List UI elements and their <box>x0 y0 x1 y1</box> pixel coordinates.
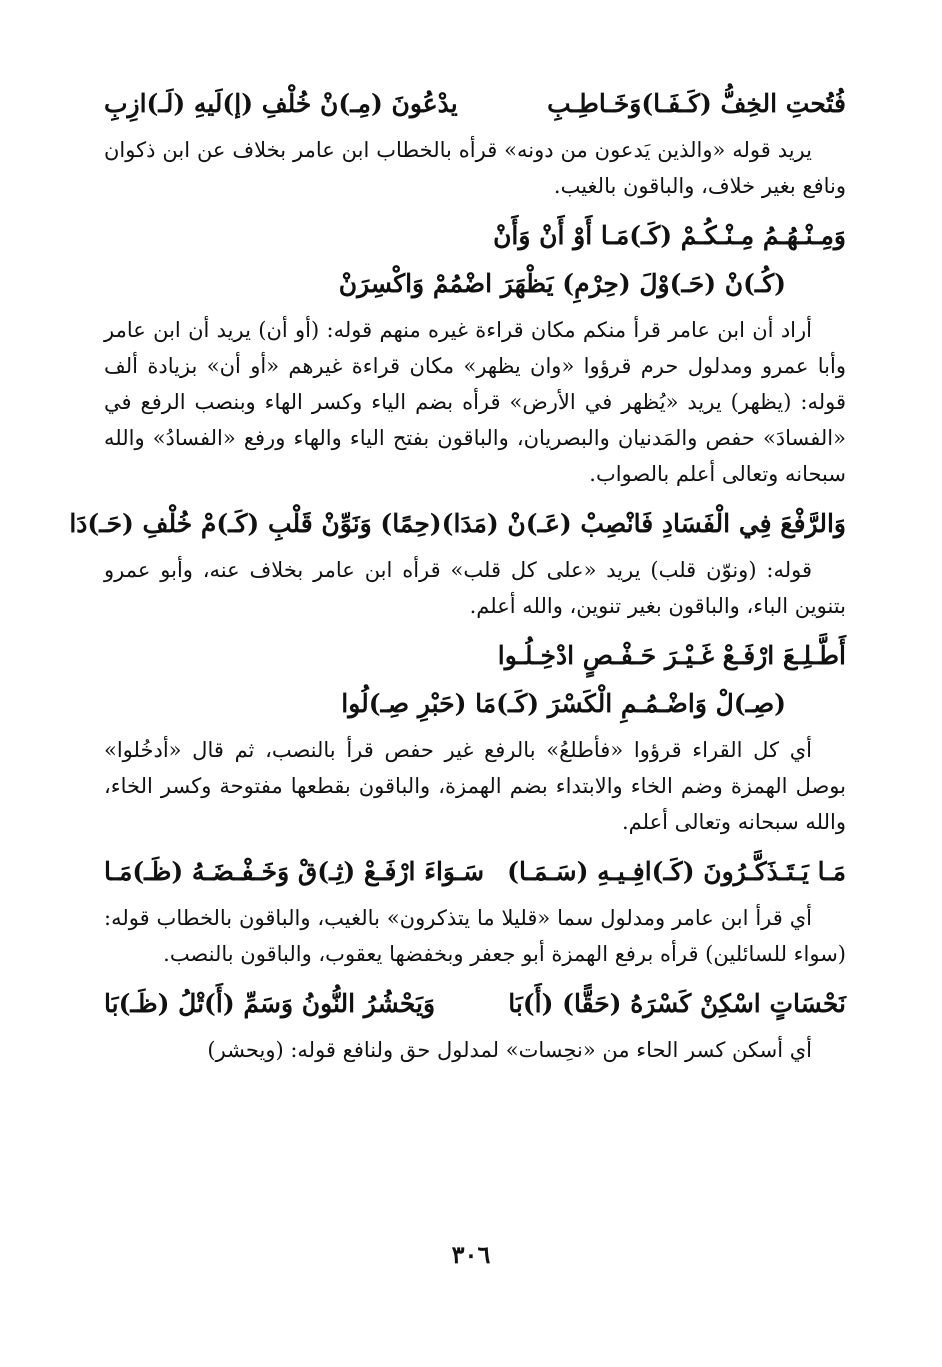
verse-block-2 <box>104 216 846 492</box>
commentary-text: يريد قوله «والذين يَدعون من دونه» قرأه بالخطاب ابن عامر بخلاف عن ابن ذكوان ونافع بغير خلاف، والباقون بالغيب. <box>104 138 846 198</box>
commentary-paragraph <box>104 732 846 840</box>
verse-right-hemistich: نَحْسَاتٍ اسْكِنْ كَسْرَهُ (حَقًّا) (أَ)بَا <box>508 989 846 1018</box>
verse-left-hemistich: (كُـ)نْ (حَـ)وْلَ (حِرْمِ) يَظْهَرَ اضْمُمْ وَاكْسِرَنْ <box>338 269 786 298</box>
verse-left-hemistich: سَـوَاءَ ارْفَـعْ (ثِـ)قْ وَخَـفْـضَـهُ (ظَـ)مَـا <box>104 857 485 886</box>
verse-line <box>104 684 846 724</box>
commentary-text: أي كل القراء قرؤوا «فأطلعُ» بالرفع غير حفص قرأ بالنصب، ثم قال «أدخُلوا» بوصل الهمزة وضم الخاء والابتداء بضم الهمزة، والباقون بقطعها مفتوحة وكسر الخاء، والله سبحانه وتعالى أعلم. <box>104 738 846 834</box>
verse-line <box>104 264 846 304</box>
verse-right-hemistich: فُتُحتِ الخِفُّ (كَـفَـا)وَخَـاطِـبِ <box>547 89 846 118</box>
commentary-text: أي قرأ ابن عامر ومدلول سما «قليلا ما يتذكرون» بالغيب، والباقون بالخطاب قوله: (سواء للسائلين) قرأه برفع الهمزة أبو جعفر وبخفضها يعقوب، والباقون بالنصب. <box>104 906 846 966</box>
verse-block-4 <box>104 636 846 840</box>
verse-line <box>69 504 846 544</box>
verse-right-hemistich: أَطَّـلِـعَ ارْفَـعْ غَـيْـرَ حَـفْـصٍ ادْخِـلُـوا <box>497 641 846 670</box>
verse-right-hemistich: مَـا يَـتَـذَكَّـرُونَ (كَـ)افِـيـهِ (سَـمَـا) <box>507 857 846 886</box>
verse-right-hemistich: وَمِـنْـهُـمُ مِـنْـكُـمْ (كَـ)مَـا أَوْ أَنْ وَأَنْ <box>493 221 846 250</box>
verse-line <box>104 84 846 124</box>
page-number: ٣٠٦ <box>451 1240 491 1269</box>
verse-left-hemistich: وَيَحْشُرُ النُّونُ وَسَمِّ (أَ)تْلُ (ظَـ)بَا <box>104 989 436 1018</box>
commentary-text: قوله: (ونوّن قلب) يريد «على كل قلب» قرأه ابن عامر بخلاف عنه، وأبو عمرو بتنوين الباء، والباقون بغير تنوين، والله أعلم. <box>104 558 846 618</box>
verse-block-3 <box>69 504 846 624</box>
verse-line <box>104 984 846 1024</box>
commentary-paragraph <box>104 552 846 624</box>
commentary-paragraph <box>104 900 846 972</box>
commentary-paragraph <box>104 132 846 204</box>
verse-line <box>104 852 846 892</box>
commentary-text: أراد أن ابن عامر قرأ منكم مكان قراءة غيره منهم قوله: (أو أن) يريد أن ابن عامر وأبا عمرو ومدلول حرم قرؤوا «وان يظهر» مكان قراءة غيرهم «أو أن» بزيادة ألف قوله: (يظهر) يريد «يُظهر في الأرض» قرأه بضم الياء وكسر الهاء وبنصب الرفع في «الفسادَ» حفص والمَدنيان والبصريان، والباقون بفتح الياء والهاء ورفع «الفسادُ» والله سبحانه وتعالى أعلم بالصواب. <box>104 318 846 486</box>
commentary-paragraph <box>104 1032 846 1068</box>
verse-left-hemistich: يدْعُونَ (مِـ)نْ خُلْفِ (إ)لَيهِ (لَـ)ازِبِ <box>104 89 458 118</box>
verse-right-hemistich: وَالرَّفْعَ فِي الْفَسَادِ فَانْصِبْ (عَـ)نْ (مَدَا) <box>441 509 846 538</box>
commentary-text: أي أسكن كسر الحاء من «نحِسات» لمدلول حق ولنافع قوله: (ويحشر) <box>207 1038 812 1062</box>
verse-line <box>104 636 846 676</box>
verse-left-hemistich: (صِـ)لْ وَاضْـمُـمِ الْكَسْرَ (كَـ)مَا (حَبْرِ صِـ)لُوا <box>341 689 786 718</box>
verse-left-hemistich: (حِمًا) وَنَوِّنْ قَلْبِ (كَـ)مْ خُلْفِ (حَـ)دَا <box>69 509 442 538</box>
commentary-paragraph <box>104 312 846 492</box>
verse-line <box>104 216 846 256</box>
verse-block-1 <box>104 84 846 204</box>
verse-block-5 <box>104 852 846 972</box>
verse-block-6 <box>104 984 846 1068</box>
